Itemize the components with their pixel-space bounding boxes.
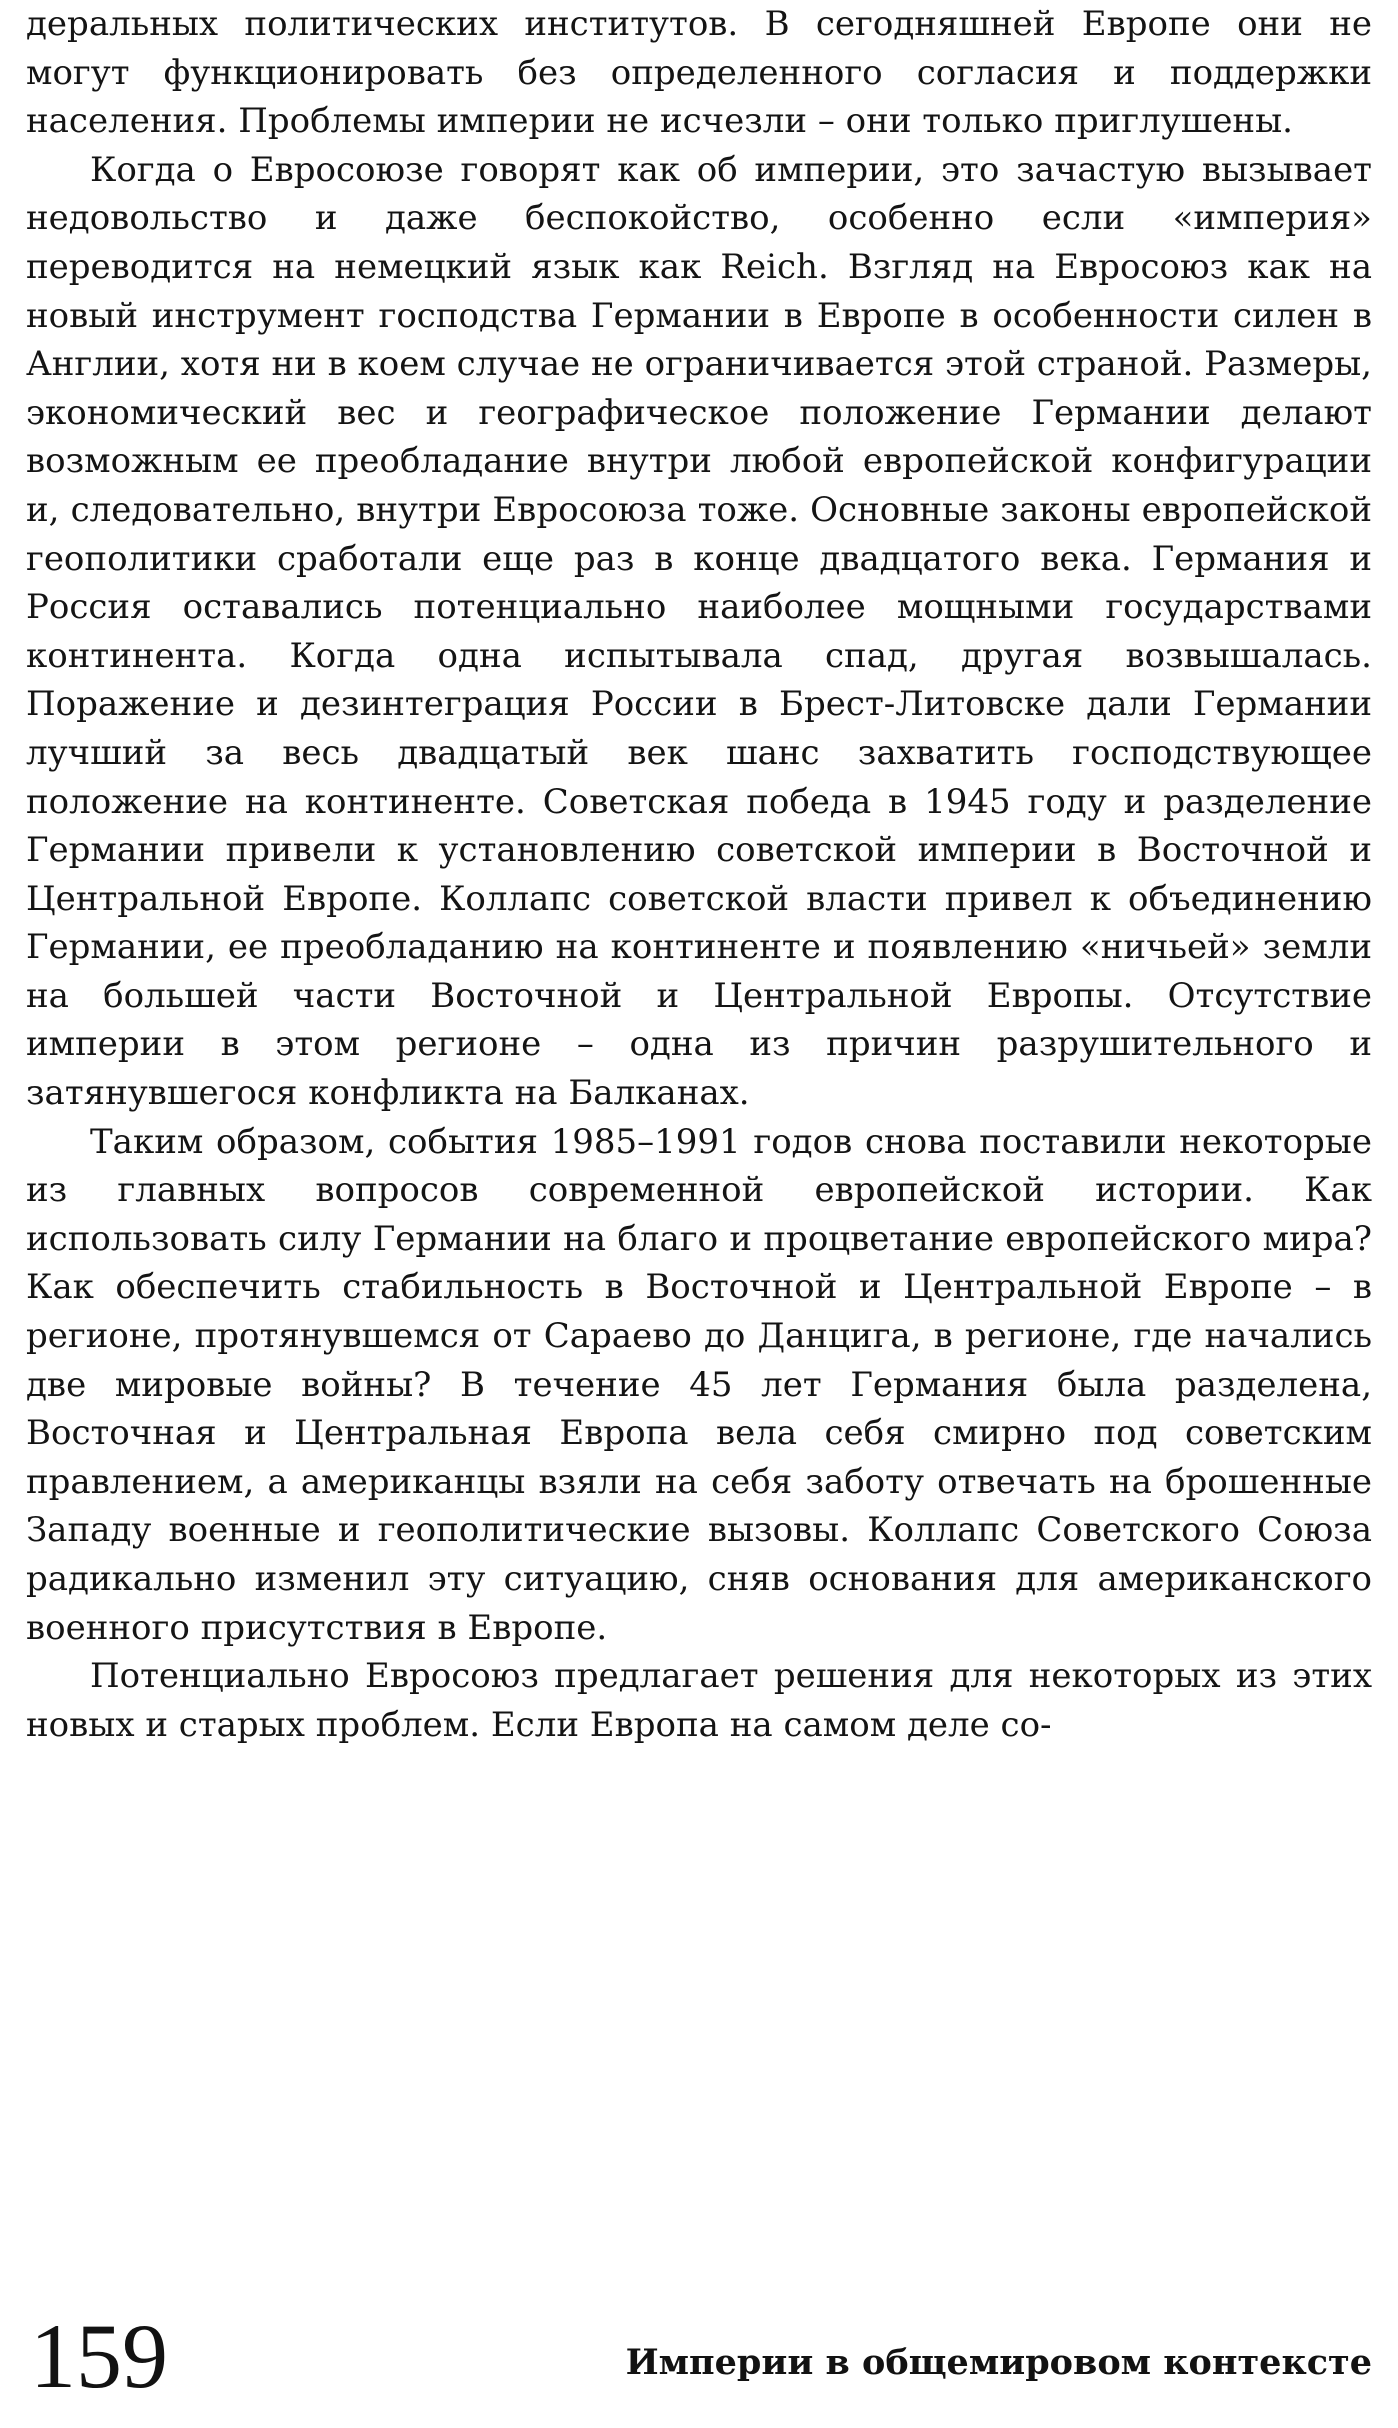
paragraph-2: Когда о Евросоюзе говорят как об империи, это зачастую вызывает недовольство и даже беспокойство, особенно если «империя» переводится на немецкий язык как Reich. Взгляд на Евросоюз как на новый инструмент господства Германии в Европе в особенности силен в Англии, хотя ни в коем случае не ограничивается этой страной. Размеры, экономический вес и географическое положение Германии делают возможным ее преобладание внутри любой европейской конфигурации и, следовательно, внутри Евросоюза тоже. Основные законы европейской геополитики сработали еще раз в конце двадцатого века. Германия и Россия оставались потенциально наиболее мощными государствами континента. Когда одна испытывала спад, другая возвышалась. Поражение и дезинтеграция России в Брест-Литовске дали Германии лучший за весь двадцатый век шанс захватить господствующее положение на континенте. Советская победа в 1945 году и разделение Германии привели к установлению советской империи в Восточной и Центральной Европе. Коллапс советской власти привел к объединению Германии, ее преобладанию на континенте и появлению «ничьей» земли на большей части Восточной и Центральной Европы. Отсутствие империи в этом регионе – одна из причин разрушительного и затянувшегося конфликта на Балканах.	[26, 149, 1372, 1114]
book-page	[26, 0, 1372, 2428]
running-title: Империи в общемировом контексте	[625, 2342, 1372, 2383]
paragraph-1: деральных политических институтов. В сегодняшней Европе они не могут функционировать без определенного согласия и поддержки населения. Проблемы империи не исчезли – они только приглушены.	[26, 4, 1372, 142]
page-number: 159	[30, 2305, 168, 2407]
page-footer	[26, 2306, 1372, 2416]
paragraph-4: Потенциально Евросоюз предлагает решения для некоторых из этих новых и старых проблем. Если Европа на самом деле со-	[26, 1656, 1372, 1745]
paragraph-3: Таким образом, события 1985–1991 годов снова поставили некоторые из главных вопросов современной европейской истории. Как использовать силу Германии на благо и процветание европейского мира? Как обеспечить стабильность в Восточной и Центральной Европе – в регионе, протянувшемся от Сараево до Данцига, в регионе, где начались две мировые войны? В течение 45 лет Германия была разделена, Восточная и Центральная Европа вела себя смирно под советским правлением, а американцы взяли на себя заботу отвечать на брошенные Западу военные и геополитические вызовы. Коллапс Советского Союза радикально изменил эту ситуацию, сняв основания для американского военного присутствия в Европе.	[26, 1121, 1372, 1648]
body-text	[26, 0, 1372, 1749]
